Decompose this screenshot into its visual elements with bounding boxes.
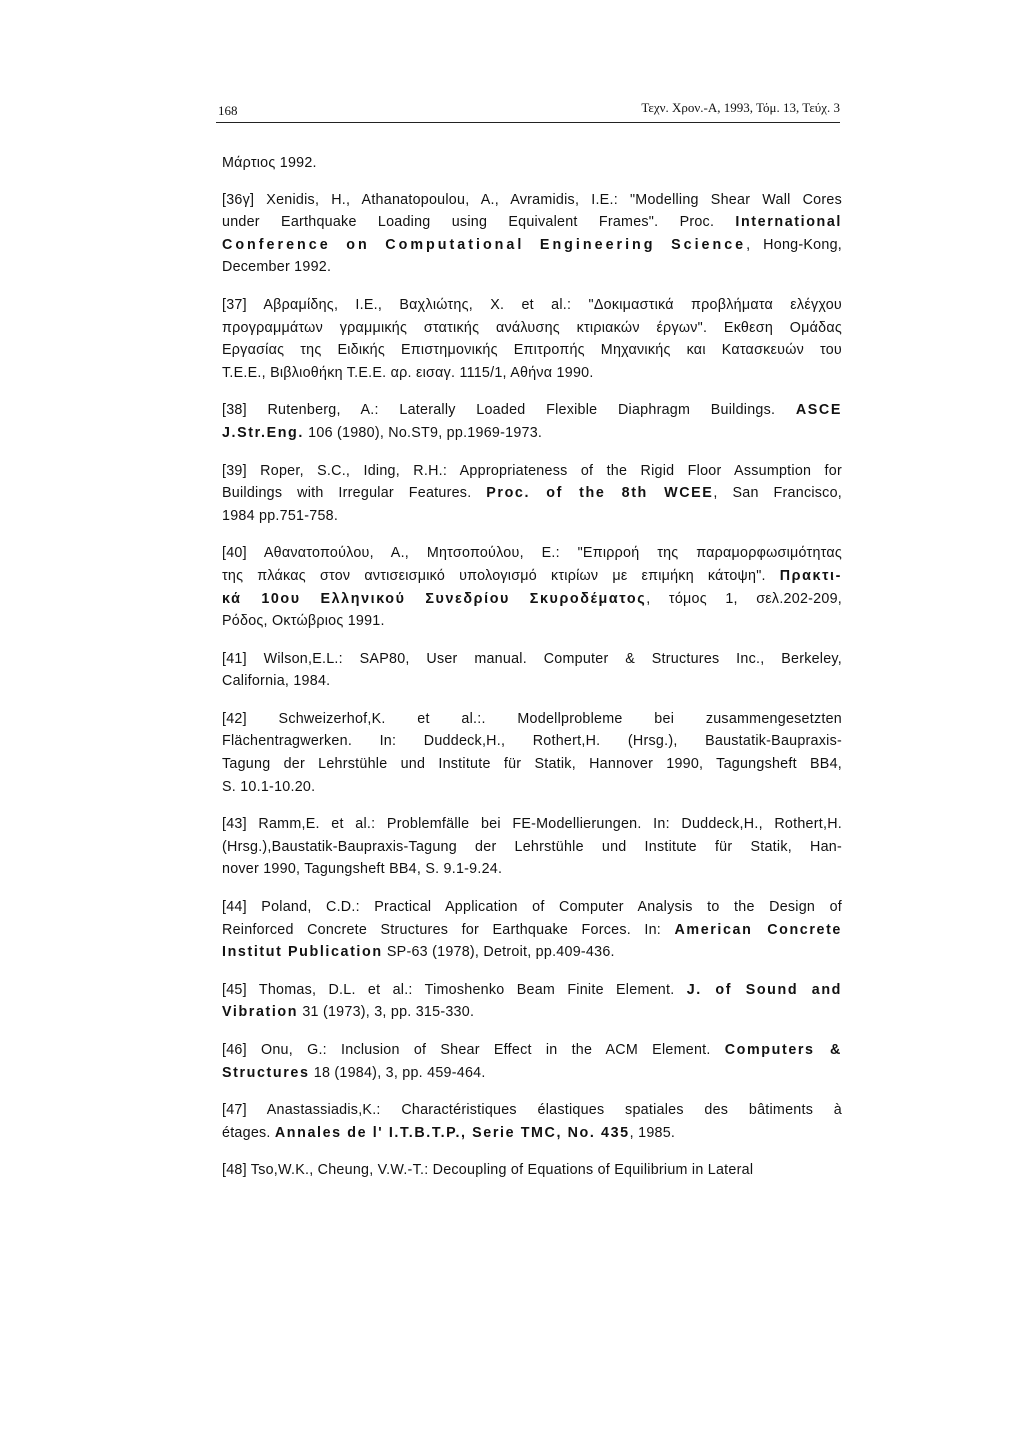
text-segment: [43] Ramm,E. et al.: Problemfälle bei FE-Modellierungen. In: Duddeck,H., Rothert,H.: [222, 816, 842, 833]
reference-line: [222, 542, 842, 565]
reference-40: [222, 542, 842, 632]
reference-line: [222, 896, 842, 919]
reference-44: [222, 896, 842, 964]
bold-segment: International: [735, 214, 842, 231]
reference-line: [222, 399, 842, 422]
text-segment: [44] Poland, C.D.: Practical Application of Computer Analysis to the Design of: [222, 899, 842, 916]
reference-line: [222, 505, 842, 528]
bold-segment: Computers &: [724, 1042, 842, 1058]
text-segment: Buildings with Irregular Features.: [222, 485, 487, 502]
reference-line: [222, 588, 842, 611]
text-segment: [46] Onu, G.: Inclusion of Shear Effect in the ACM Element.: [222, 1042, 725, 1058]
text-segment: προγραμμάτων γραμμικής στατικής ανάλυσης κτιριακών έργων". Εκθεση Ομάδας: [222, 319, 842, 336]
reference-line: [222, 1062, 842, 1085]
text-segment: Flächentragwerken. In: Duddeck,H., Rothert,H. (Hrsg.), Baustatik-Baupraxis-: [222, 733, 842, 750]
reference-line: [222, 189, 842, 212]
bold-segment: J. of Sound and: [686, 981, 842, 998]
text-segment: S. 10.1-10.20.: [222, 778, 316, 795]
text-segment: [37] Αβραμίδης, I.E., Βαχλιώτης, X. et al.: "Δοκιμαστικά προβλήματα ελέγχου: [222, 296, 842, 313]
reference-line: [222, 482, 842, 505]
text-segment: , τόμος 1, σελ.202-209,: [646, 590, 842, 607]
bold-segment: J.Str.Eng.: [222, 424, 304, 441]
reference-line: [222, 610, 842, 633]
reference-line: [222, 1122, 842, 1145]
reference-line: [222, 941, 842, 964]
reference-46: [222, 1039, 842, 1084]
reference-line: [222, 1001, 842, 1024]
text-segment: (Hrsg.),Baustatik-Baupraxis-Tagung der Lehrstühle und Institute für Statik, Han-: [222, 838, 842, 855]
running-header: [216, 96, 840, 123]
bold-segment: Vibration: [222, 1004, 299, 1021]
bold-segment: κά 10ου Ελληνικού Συνεδρίου Σκυροδέματος: [222, 590, 647, 607]
reference-42: [222, 708, 842, 798]
bold-segment: Πρακτι-: [779, 567, 842, 584]
reference-line: [222, 1159, 842, 1182]
reference-line: [222, 565, 842, 588]
text-segment: SP-63 (1978), Detroit, pp.409-436.: [382, 944, 615, 961]
text-segment: , Hong-Kong,: [746, 236, 842, 253]
bold-segment: Institut Publication: [222, 944, 383, 961]
reference-45: [222, 979, 842, 1024]
reference-cont: [222, 152, 842, 175]
reference-line: [222, 979, 842, 1002]
text-segment: 31 (1973), 3, pp. 315-330.: [298, 1004, 475, 1021]
text-segment: Εργασίας της Ειδικής Επιστημονικής Επιτροπής Μηχανικής και Κατασκευών του: [222, 342, 842, 359]
reference-line: [222, 730, 842, 753]
reference-line: [222, 339, 842, 362]
reference-37: [222, 294, 842, 384]
text-segment: [42] Schweizerhof,K. et al.:. Modellprobleme bei zusammengesetzten: [222, 710, 842, 727]
bold-segment: American Concrete: [674, 921, 842, 938]
bold-segment: ASCE: [795, 402, 842, 419]
reference-line: [222, 858, 842, 881]
text-segment: Reinforced Concrete Structures for Earthquake Forces. In:: [222, 921, 675, 938]
text-segment: étages.: [222, 1124, 275, 1141]
reference-line: [222, 776, 842, 799]
reference-line: [222, 919, 842, 942]
reference-list: [222, 152, 842, 1197]
text-segment: 106 (1980), No.ST9, pp.1969-1973.: [303, 424, 543, 441]
text-segment: T.E.E., Βιβλιοθήκη Τ.Ε.Ε. αρ. εισαγ. 1115/1, Αθήνα 1990.: [222, 364, 594, 381]
reference-line: [222, 813, 842, 836]
reference-47: [222, 1099, 842, 1144]
reference-line: [222, 294, 842, 317]
text-segment: under Earthquake Loading using Equivalent Frames". Proc.: [222, 214, 736, 231]
reference-line: [222, 753, 842, 776]
text-segment: [38] Rutenberg, A.: Laterally Loaded Flexible Diaphragm Buildings.: [222, 402, 796, 419]
text-segment: [36γ] Xenidis, H., Athanatopoulou, A., Avramidis, I.E.: "Modelling Shear Wall Cores: [222, 191, 842, 208]
reference-line: [222, 317, 842, 340]
reference-line: [222, 460, 842, 483]
reference-line: [222, 708, 842, 731]
text-segment: 18 (1984), 3, pp. 459-464.: [309, 1064, 486, 1081]
page-number: 168: [218, 103, 238, 118]
reference-line: [222, 670, 842, 693]
bold-segment: Annales de l' I.T.B.T.P., Serie TMC, No. 435: [274, 1124, 630, 1141]
text-segment: [41] Wilson,E.L.: SAP80, User manual. Computer & Structures Inc., Berkeley,: [222, 650, 842, 667]
text-segment: [48] Tso,W.K., Cheung, V.W.-T.: Decoupling of Equations of Equilibrium in Lateral: [222, 1162, 754, 1179]
reference-line: [222, 648, 842, 671]
reference-line: [222, 256, 842, 279]
reference-36g: [222, 189, 842, 279]
reference-line: [222, 152, 842, 175]
text-segment: December 1992.: [222, 259, 332, 276]
text-segment: [40] Αθανατοπούλου, Α., Μητσοπούλου, Ε.: "Επιρροή της παραμορφωσιμότητας: [222, 545, 842, 562]
reference-line: [222, 211, 842, 234]
reference-39: [222, 460, 842, 528]
text-segment: California, 1984.: [222, 673, 331, 690]
text-segment: [45] Thomas, D.L. et al.: Timoshenko Beam Finite Element.: [222, 981, 687, 998]
reference-38: [222, 399, 842, 444]
reference-line: [222, 362, 842, 385]
reference-48: [222, 1159, 842, 1182]
text-segment: 1984 pp.751-758.: [222, 507, 339, 524]
reference-43: [222, 813, 842, 881]
text-segment: nover 1990, Tagungsheft BB4, S. 9.1-9.24.: [222, 861, 503, 878]
text-segment: της πλάκας στον αντισεισμικό υπολογισμό κτιρίων με επιμήκη κάτοψη".: [222, 567, 780, 584]
reference-line: [222, 836, 842, 859]
reference-line: [222, 234, 842, 257]
reference-41: [222, 648, 842, 693]
text-segment: Tagung der Lehrstühle und Institute für Statik, Hannover 1990, Tagungsheft BB4,: [222, 756, 842, 773]
text-segment: Ρόδος, Οκτώβριος 1991.: [222, 613, 385, 630]
text-segment: [39] Roper, S.C., Iding, R.H.: Appropriateness of the Rigid Floor Assumption for: [222, 462, 842, 479]
text-segment: [47] Anastassiadis,K.: Charactéristiques élastiques spatiales des bâtiments à: [222, 1102, 842, 1119]
journal-citation: Τεχν. Χρον.-Α, 1993, Τόμ. 13, Τεύχ. 3: [641, 100, 840, 115]
text-segment: , 1985.: [629, 1124, 676, 1141]
bold-segment: Conference on Computational Engineering Science: [222, 236, 747, 253]
text-segment: Μάρτιος 1992.: [222, 155, 317, 171]
reference-line: [222, 1039, 842, 1062]
reference-line: [222, 422, 842, 445]
text-segment: , San Francisco,: [713, 485, 842, 502]
reference-line: [222, 1099, 842, 1122]
bold-segment: Structures: [222, 1064, 310, 1081]
bold-segment: Proc. of the 8th WCEE: [486, 485, 714, 502]
